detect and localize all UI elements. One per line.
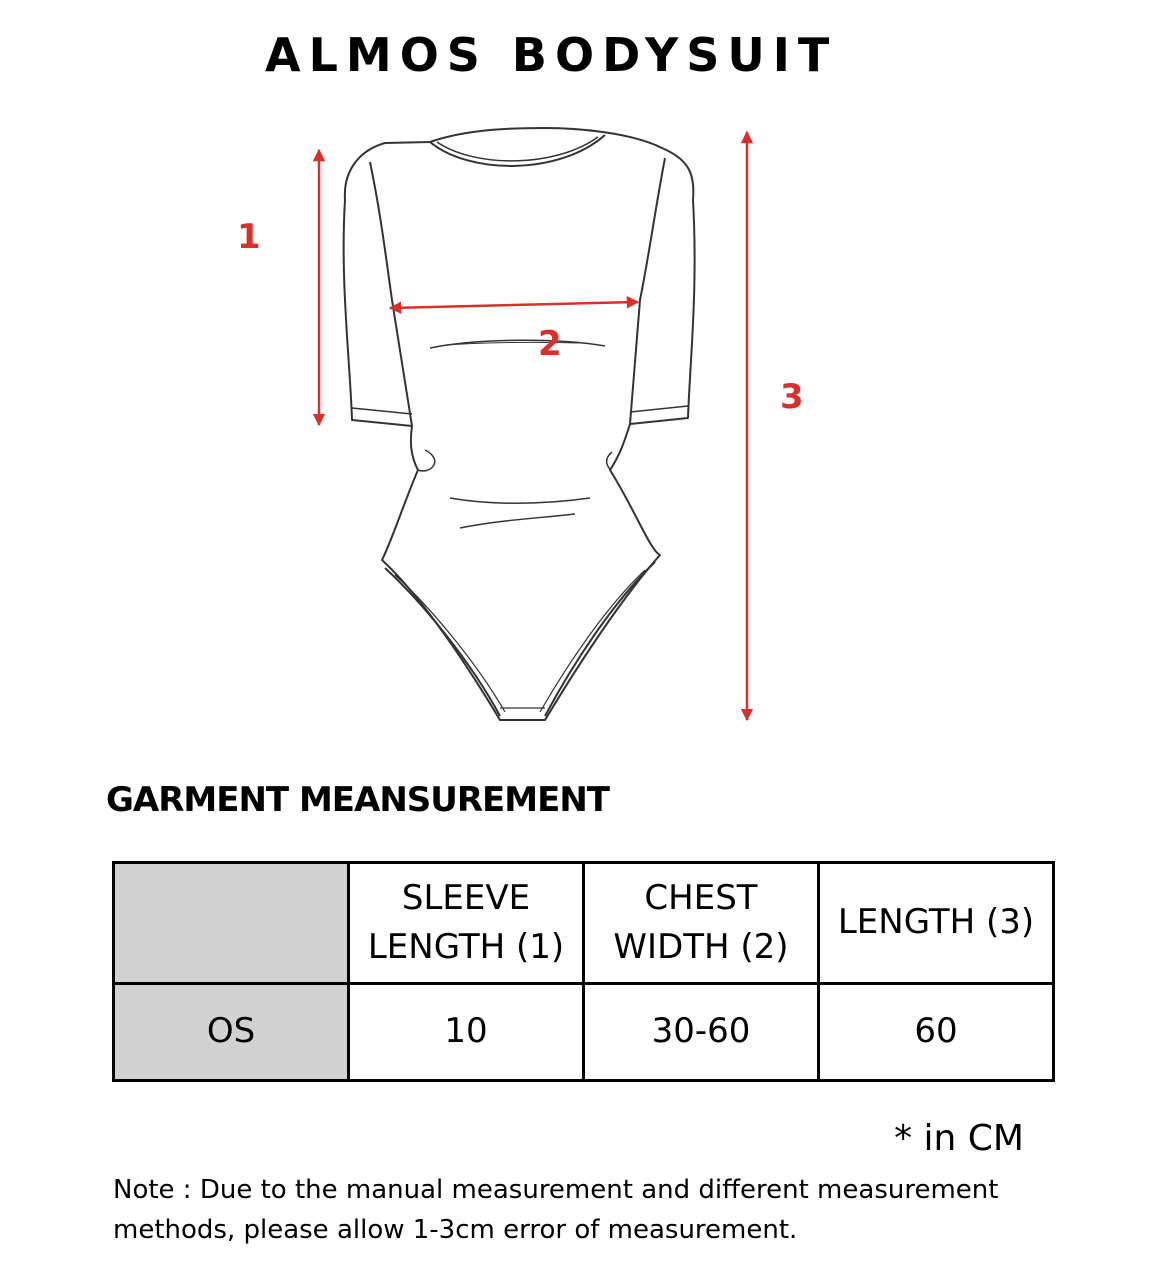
table-header-chest: CHEST WIDTH (2) [584,863,819,984]
chest-cell: 30-60 [584,984,819,1081]
table-header-corner [114,863,349,984]
page-title: ALMOS BODYSUIT [265,28,838,82]
bodysuit-illustration [344,128,695,720]
section-title: GARMENT MEANSUREMENT [106,780,609,820]
table-header-row [114,863,1054,984]
chest-number-label: 2 [538,324,562,364]
table-header-sleeve: SLEEVE LENGTH (1) [349,863,584,984]
size-cell: OS [114,984,349,1081]
sleeve-number-label: 1 [237,217,261,257]
length-number-label: 3 [780,377,804,417]
measurement-table [112,861,1055,1082]
sleeve-cell: 10 [349,984,584,1081]
measurement-disclaimer: Note : Due to the manual measurement and different measurement methods, please allow 1-3cm error of measurement. [113,1175,999,1245]
length-cell: 60 [819,984,1054,1081]
table-row [114,984,1054,1081]
unit-note: * in CM [894,1118,1024,1159]
table-header-length: LENGTH (3) [819,863,1054,984]
chest-arrow [390,302,638,308]
